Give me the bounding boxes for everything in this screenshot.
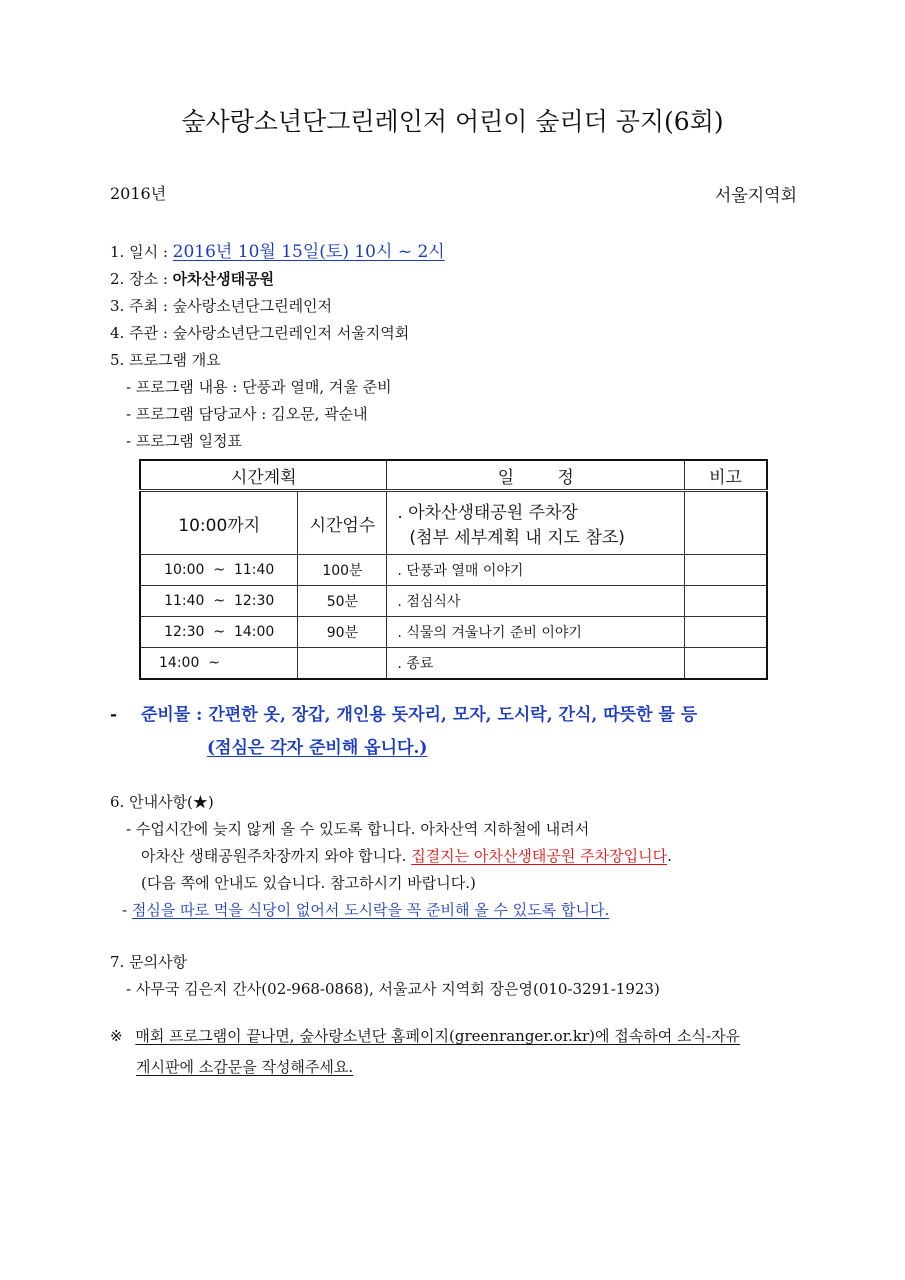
date-value: 2016년 10월 15일(토) 10시 ~ 2시 (172, 242, 445, 262)
supplies-line (110, 700, 697, 725)
row-desc-line2: (첨부 세부계획 내 지도 참조) (409, 528, 625, 548)
table-row (140, 491, 767, 555)
row-desc: . 점심식사 (387, 586, 685, 617)
row-time: 12:30 ~ 14:00 (140, 617, 298, 648)
schedule-table (139, 459, 768, 680)
table-header-row (140, 460, 767, 491)
notice-line4-dash: - (122, 901, 128, 919)
row-desc: . 식물의 겨울나기 준비 이야기 (387, 617, 685, 648)
program-content: - 프로그램 내용 : 단풍과 열매, 겨울 준비 (126, 378, 392, 396)
organizer-line: 4. 주관 : 숲사랑소년단그린레인저 서울지역회 (110, 324, 410, 342)
date-line (110, 237, 445, 262)
row-time: 10:00까지 (140, 491, 298, 555)
notice-line3: (다음 쪽에 안내도 있습니다. 참고하시기 바랍니다.) (141, 874, 476, 892)
row-remark (685, 617, 767, 648)
row-duration: 90분 (298, 617, 387, 648)
row-desc-line1: . 아차산생태공원 주차장 (397, 503, 578, 523)
supplies-text: 준비물 : 간편한 옷, 장갑, 개인용 돗자리, 모자, 도시락, 간식, 따뜻한 물 등 (140, 705, 698, 725)
row-desc (387, 491, 685, 555)
row-duration (298, 648, 387, 680)
row-duration: 100분 (298, 555, 387, 586)
table-row (140, 555, 767, 586)
footer-line2: 게시판에 소감문을 작성해주세요. (136, 1058, 354, 1076)
row-time: 11:40 ~ 12:30 (140, 586, 298, 617)
row-remark (685, 491, 767, 555)
contact-heading: 7. 문의사항 (110, 953, 188, 971)
header-schedule: 일 정 (387, 460, 685, 491)
notice-line1: - 수업시간에 늦지 않게 올 수 있도록 합니다. 아차산역 지하철에 내려서 (126, 820, 590, 838)
row-remark (685, 555, 767, 586)
row-remark (685, 648, 767, 680)
row-time: 10:00 ~ 11:40 (140, 555, 298, 586)
program-heading: 5. 프로그램 개요 (110, 351, 221, 369)
notice-line4 (122, 899, 609, 920)
row-desc: . 단풍과 열매 이야기 (387, 555, 685, 586)
row-time: 14:00 ~ (140, 648, 298, 680)
org-label: 서울지역회 (714, 186, 797, 206)
place-line (110, 268, 274, 289)
contact-line: - 사무국 김은지 간사(02-968-0868), 서울교사 지역회 장은영(010-3291-1923) (126, 980, 660, 998)
notice-line2-c: . (667, 847, 672, 865)
table-row (140, 586, 767, 617)
table-row (140, 648, 767, 680)
header-time-plan: 시간계획 (140, 460, 387, 491)
row-duration: 50분 (298, 586, 387, 617)
place-value: 아차산생태공원 (172, 270, 275, 288)
notice-line2 (141, 845, 672, 866)
row-duration: 시간엄수 (298, 491, 387, 555)
supplies-note: (점심은 각자 준비해 옵니다.) (207, 738, 428, 758)
notice-heading: 6. 안내사항(★) (110, 793, 214, 811)
reference-mark: ※ (110, 1027, 123, 1045)
row-remark (685, 586, 767, 617)
year-label: 2016년 (110, 184, 167, 203)
place-label: 2. 장소 : (110, 270, 168, 288)
notice-line2-a: 아차산 생태공원주차장까지 와야 합니다. (141, 847, 407, 865)
meeting-point-notice: 집결지는 아차산생태공원 주차장입니다 (411, 847, 668, 865)
footer-line1 (110, 1025, 740, 1046)
program-teacher: - 프로그램 담당교사 : 김오문, 곽순내 (126, 405, 368, 423)
supplies-dash: - (110, 705, 118, 725)
program-schedule: - 프로그램 일정표 (126, 432, 243, 450)
lunch-notice: 점심을 따로 먹을 식당이 없어서 도시락을 꼭 준비해 올 수 있도록 합니다. (131, 901, 610, 919)
table-row (140, 617, 767, 648)
header-note: 비고 (685, 460, 767, 491)
host-line: 3. 주최 : 숲사랑소년단그린레인저 (110, 297, 333, 315)
row-desc: . 종료 (387, 648, 685, 680)
footer-text1: 매회 프로그램이 끝나면, 숲사랑소년단 홈페이지(greenranger.or.kr)에 접속하여 소식-자유 (135, 1027, 741, 1045)
date-label: 1. 일시 : (110, 243, 168, 261)
page-title: 숲사랑소년단그린레인저 어린이 숲리더 공지(6회) (181, 107, 724, 136)
